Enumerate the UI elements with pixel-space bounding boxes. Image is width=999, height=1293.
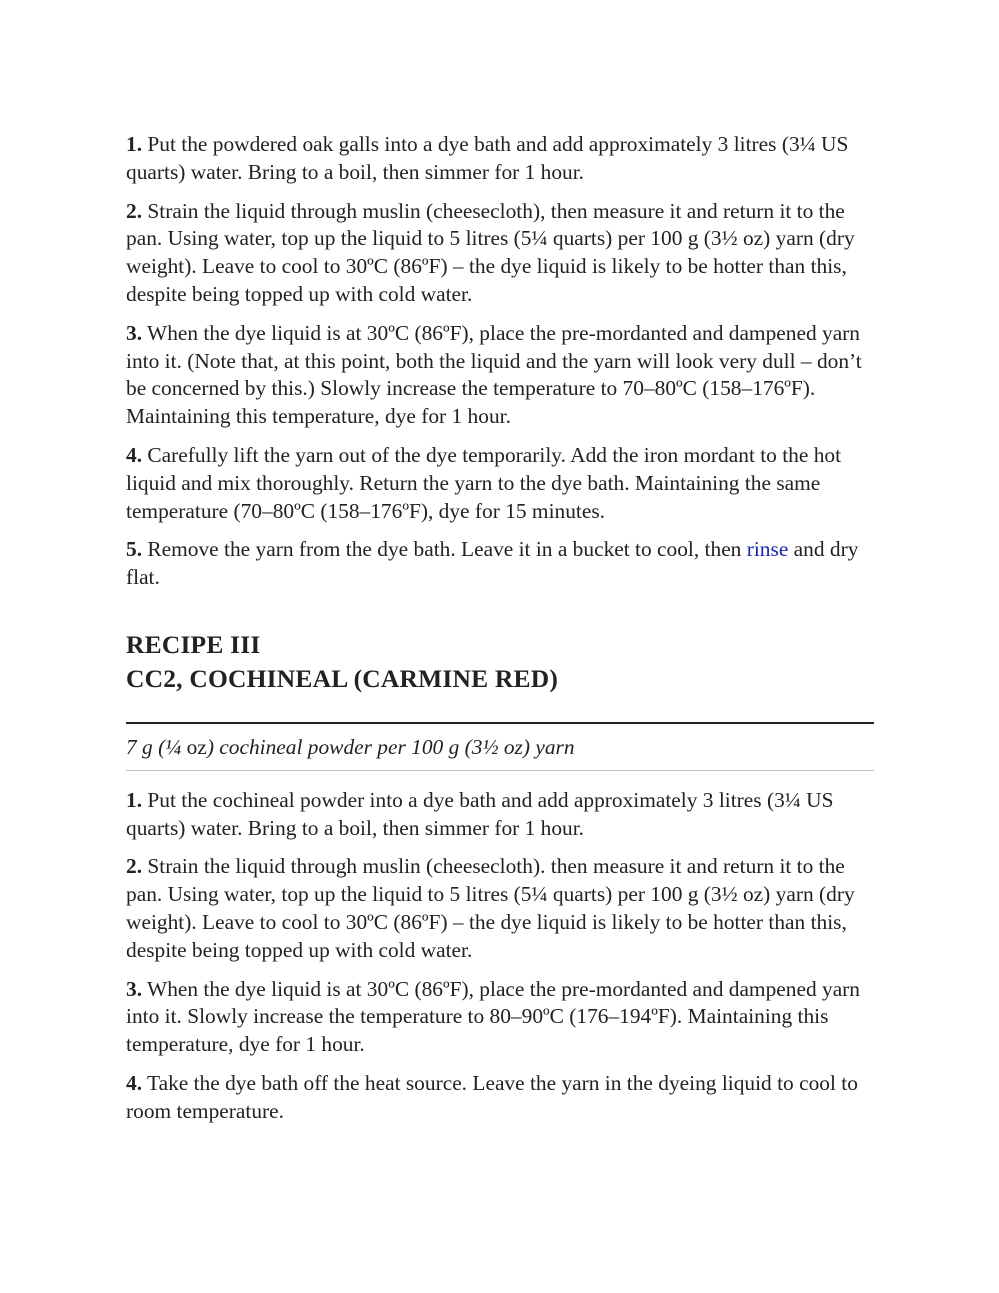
recipe-number: RECIPE III (126, 629, 261, 659)
step-text: Strain the liquid through muslin (cheesecloth). then measure it and return it to the pan. Using water, top up the liquid to 5 litres (5¼ quarts) per 100 g (3½ oz) yarn (dry weight). Leave to cool to 30ºC (86ºF) – the dye liquid is likely to be hotter than this, despite being topped up with cold water. (126, 854, 855, 962)
ingredient-text: 7 g (¼ (126, 734, 187, 759)
step-3-cochineal (126, 976, 874, 1059)
divider-thin (126, 770, 874, 771)
step-4-oak-galls (126, 442, 874, 525)
step-text: Strain the liquid through muslin (cheesecloth), then measure it and return it to the pan. Using water, top up the liquid to 5 litres (5¼ quarts) per 100 g (3½ oz) yarn (dry weight). Leave to cool to 30ºC (86ºF) – the dye liquid is likely to be hotter than this, despite being topped up with cold water. (126, 198, 855, 306)
step-text: Carefully lift the yarn out of the dye temporarily. Add the iron mordant to the hot liquid and mix thoroughly. Return the yarn to the dye bath. Maintaining the same temperature (70–80ºC (158–176ºF), dye for 15 minutes. (126, 442, 842, 523)
step-number: 3. (126, 976, 143, 1001)
step-5-oak-galls (126, 536, 874, 592)
step-4-cochineal (126, 1070, 874, 1126)
step-1-oak-galls (126, 131, 874, 187)
step-3-oak-galls (126, 320, 874, 431)
step-number: 4. (126, 1070, 143, 1095)
ingredient-line (126, 724, 874, 770)
step-1-cochineal (126, 787, 874, 843)
step-number: 5. (126, 537, 143, 562)
page-content (126, 131, 874, 1137)
step-text: Take the dye bath off the heat source. Leave the yarn in the dyeing liquid to cool to room temperature. (126, 1070, 858, 1123)
ingredient-unit: oz (186, 734, 207, 759)
step-text: Put the powdered oak galls into a dye bath and add approximately 3 litres (3¼ US quarts) water. Bring to a boil, then simmer for 1 hour. (126, 132, 849, 184)
step-number: 1. (126, 132, 143, 156)
recipe-name: CC2, COCHINEAL (CARMINE RED) (126, 664, 559, 694)
step-text: When the dye liquid is at 30ºC (86ºF), place the pre-mordanted and dampened yarn into it. (Note that, at this point, both the liquid and the yarn will look very dull – don’t be concerned by this.) Slowly increase the temperature to 70–80ºC (158–176ºF). Maintaining this temperature, dye for 1 hour. (126, 320, 862, 429)
step-number: 4. (126, 442, 143, 467)
recipe-title (126, 628, 874, 697)
step-text: Put the cochineal powder into a dye bath and add approximately 3 litres (3¼ US quarts) water. Bring to a boil, then simmer for 1 hour. (126, 787, 834, 840)
step-number: 3. (126, 320, 143, 345)
rinse-link[interactable]: rinse (746, 537, 789, 562)
ingredient-text: ) cochineal powder per 100 g (3½ oz) yarn (206, 734, 575, 759)
step-number: 1. (126, 787, 143, 812)
step-number: 2. (126, 854, 143, 879)
step-text: When the dye liquid is at 30ºC (86ºF), place the pre-mordanted and dampened yarn into it. Slowly increase the temperature to 80–90ºC (176–194ºF). Maintaining this temperature, dye for 1 hour. (126, 976, 861, 1057)
step-2-oak-galls (126, 198, 874, 309)
step-number: 2. (126, 198, 143, 223)
step-2-cochineal (126, 853, 874, 964)
step-text: Remove the yarn from the dye bath. Leave it in a bucket to cool, then (142, 537, 747, 562)
step-text: and dry flat. (126, 537, 859, 590)
